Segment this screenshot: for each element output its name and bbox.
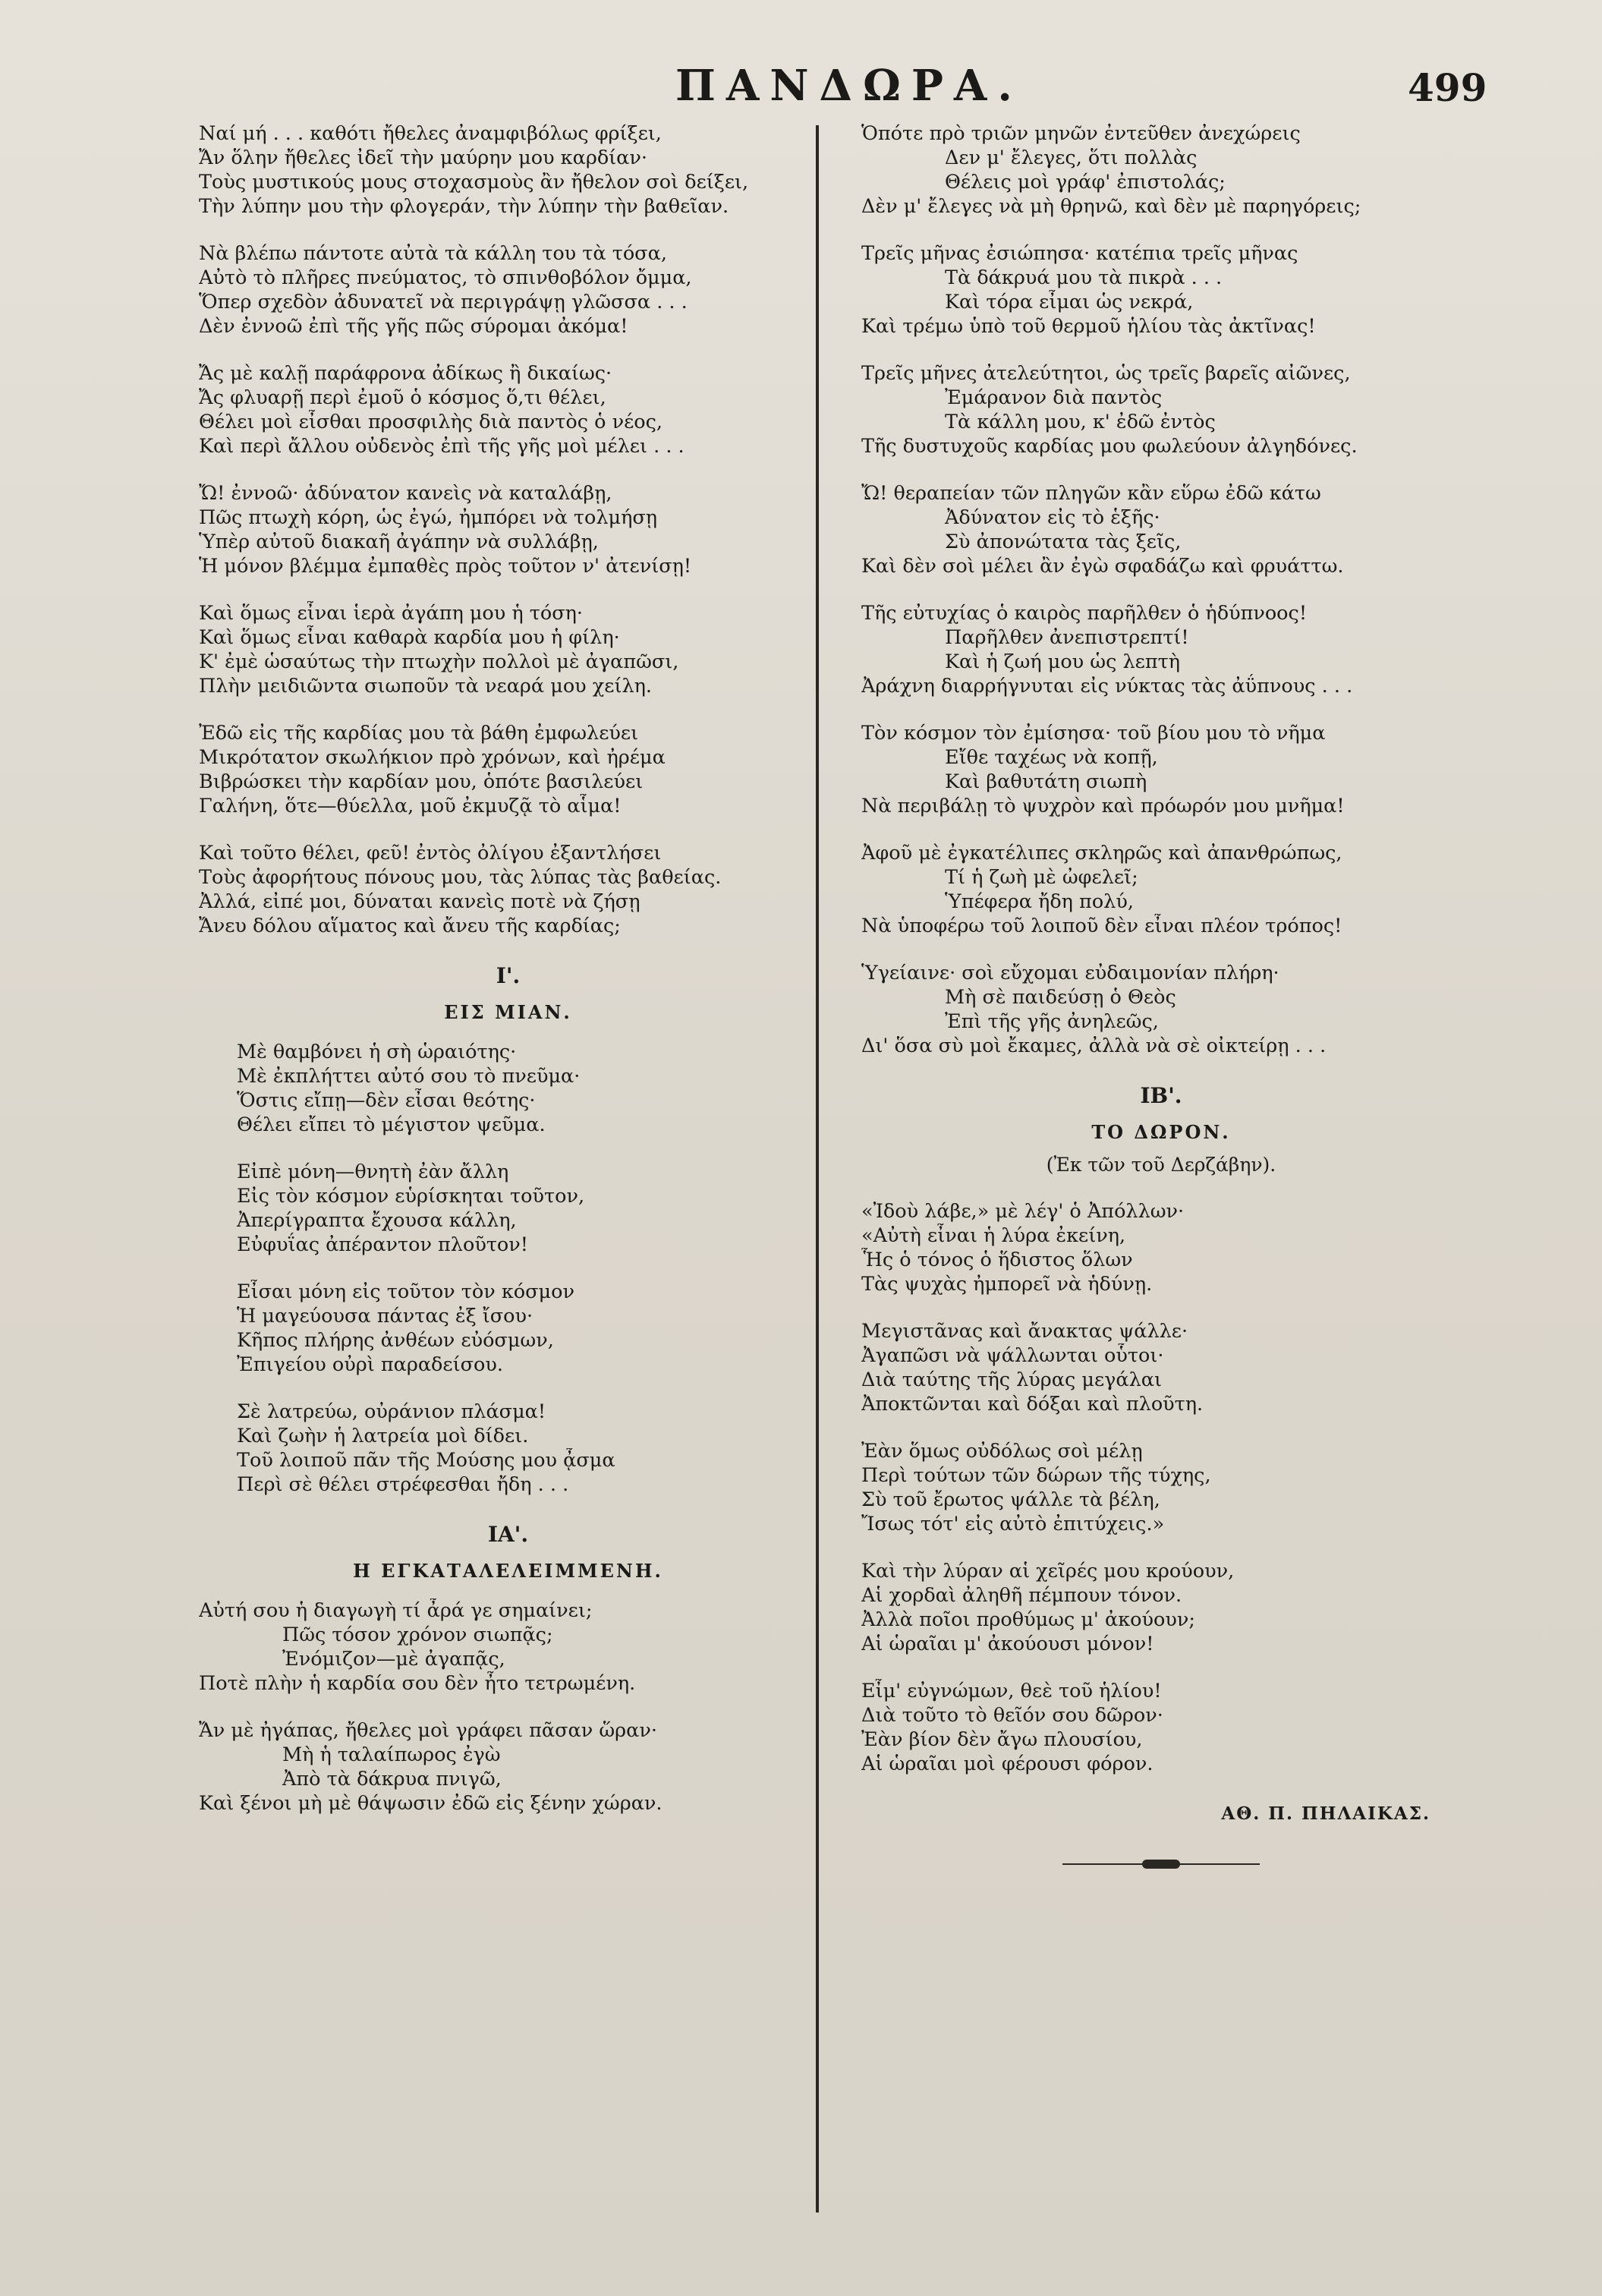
verse-line: Ἀπερίγραπτα ἔχουσα κάλλη, xyxy=(237,1209,517,1232)
verse-line: Κ' ἐμὲ ὡσαύτως τὴν πτωχὴν πολλοὶ μὲ ἀγαπῶσι, xyxy=(199,650,679,673)
stanza xyxy=(199,1598,817,1696)
stanza xyxy=(861,601,1461,698)
verse-line: Τρεῖς μῆνας ἐσιώπησα· κατέπια τρεῖς μῆνας xyxy=(861,242,1298,265)
stanza xyxy=(861,1679,1461,1776)
stanza xyxy=(199,361,817,458)
verse-line: Διὰ τοῦτο τὸ θεῖόν σου δῶρον· xyxy=(861,1704,1163,1727)
verse-line: Καὶ τόρα εἶμαι ὡς νεκρά, xyxy=(945,291,1194,313)
stanza xyxy=(861,121,1461,219)
verse-line: Καὶ ὅμως εἶναι καθαρὰ καρδία μου ἡ φίλη· xyxy=(199,626,620,649)
poem-title: Η ΕΓΚΑΤΑΛΕΛΕΙΜΜΕΝΗ. xyxy=(353,1560,663,1582)
verse-line: Μὴ ἡ ταλαίπωρος ἐγὼ xyxy=(282,1743,501,1766)
verse-line: Ἐνόμιζον—μὲ ἀγαπᾷς, xyxy=(282,1648,505,1671)
verse-line: Εἶσαι μόνη εἰς τοῦτον τὸν κόσμον xyxy=(237,1280,574,1303)
verse-line: Αὐτὸ τὸ πλῆρες πνεύματος, τὸ σπινθοβόλον ὄμμα, xyxy=(199,266,692,289)
verse-line: Μικρότατον σκωλήκιον πρὸ χρόνων, καὶ ἠρέμα xyxy=(199,746,666,769)
verse-line: Τοὺς ἀφορήτους πόνους μου, τὰς λύπας τὰς βαθείας. xyxy=(199,866,722,889)
verse-line: Καὶ τρέμω ὑπὸ τοῦ θερμοῦ ἡλίου τὰς ἀκτῖνας! xyxy=(861,315,1316,338)
verse-line: Ἡ μόνον βλέμμα ἐμπαθὲς πρὸς τοῦτον ν' ἀτενίσῃ! xyxy=(199,555,692,578)
verse-line: Ναί μή . . . καθότι ἤθελες ἀναμφιβόλως φρίξει, xyxy=(199,122,662,145)
poem-numeral: ΙΒ'. xyxy=(1140,1083,1182,1108)
verse-line: Μὴ σὲ παιδεύσῃ ὁ Θεὸς xyxy=(945,986,1176,1009)
stanza xyxy=(861,961,1461,1058)
stanza xyxy=(861,721,1461,818)
ornament-knot xyxy=(1142,1860,1180,1869)
verse-line: Ἐὰν ὅμως οὐδόλως σοὶ μέλῃ xyxy=(861,1440,1143,1463)
verse-line: Τὰς ψυχὰς ἠμπορεῖ νὰ ἡδύνῃ. xyxy=(861,1273,1153,1296)
stanza xyxy=(199,1040,817,1137)
verse-line: Διὰ ταύτης τῆς λύρας μεγάλαι xyxy=(861,1368,1162,1391)
verse-line: Πῶς τόσον χρόνον σιωπᾷς; xyxy=(282,1624,553,1646)
verse-line: Ἐπιγείου οὐρὶ παραδείσου. xyxy=(237,1353,503,1376)
verse-line: Καὶ ζωὴν ἡ λατρεία μοὶ δίδει. xyxy=(237,1425,529,1447)
verse-line: Ἴσως τότ' εἰς αὐτὸ ἐπιτύχεις.» xyxy=(861,1513,1165,1535)
verse-line: Δὲν μ' ἔλεγες νὰ μὴ θρηνῶ, καὶ δὲν μὲ παρηγόρεις; xyxy=(861,195,1361,218)
journal-title: ΠΑΝΔΩΡΑ. xyxy=(675,61,1023,111)
verse-line: Εἰπὲ μόνη—θνητὴ ἐὰν ἄλλη xyxy=(237,1161,509,1183)
verse-line: Δὲν ἐννοῶ ἐπὶ τῆς γῆς πῶς σύρομαι ἀκόμα! xyxy=(199,315,628,338)
poem-numeral: ΙΑ'. xyxy=(487,1522,529,1547)
verse-line: Ἀδύνατον εἰς τὸ ἑξῆς· xyxy=(945,506,1160,529)
verse-line: Παρῆλθεν ἀνεπιστρεπτί! xyxy=(945,626,1189,649)
verse-line: Αὐτή σου ἡ διαγωγὴ τί ἆρά γε σημαίνει; xyxy=(199,1599,593,1622)
verse-line: Σὲ λατρεύω, οὐράνιον πλάσμα! xyxy=(237,1400,546,1423)
verse-line: Ὑγείαινε· σοὶ εὔχομαι εὐδαιμονίαν πλήρη· xyxy=(861,962,1279,984)
verse-line: Εἰς τὸν κόσμον εὑρίσκηται τοῦτον, xyxy=(237,1185,585,1208)
poem-numeral: Ι'. xyxy=(496,963,521,988)
verse-line: Τὰ κάλλη μου, κ' ἐδῶ ἐντὸς xyxy=(945,411,1216,433)
verse-line: Περὶ τούτων τῶν δώρων τῆς τύχης, xyxy=(861,1464,1211,1487)
verse-line: Καὶ περὶ ἄλλου οὐδενὸς ἐπὶ τῆς γῆς μοὶ μέλει . . . xyxy=(199,435,685,458)
verse-line: Ἀφοῦ μὲ ἐγκατέλιπες σκληρῶς καὶ ἀπανθρώπως, xyxy=(861,842,1342,865)
stanza xyxy=(199,841,817,938)
verse-line: Ἡ μαγεύουσα πάντας ἐξ ἴσου· xyxy=(237,1305,533,1328)
verse-line: Νὰ ὑποφέρω τοῦ λοιποῦ δὲν εἶναι πλέον τρόπος! xyxy=(861,915,1342,937)
stanza xyxy=(861,481,1461,578)
stanza xyxy=(861,361,1461,458)
stanza xyxy=(861,1319,1461,1416)
verse-line: Ὑπέφερα ἤδη πολύ, xyxy=(945,890,1134,913)
verse-line: Ἄνευ δόλου αἵματος καὶ ἄνευ τῆς καρδίας; xyxy=(199,915,621,937)
verse-line: Εὐφυΐας ἀπέραντον πλοῦτον! xyxy=(237,1233,529,1256)
verse-line: Τὰ δάκρυά μου τὰ πικρὰ . . . xyxy=(945,266,1223,289)
verse-line: Νὰ περιβάλῃ τὸ ψυχρὸν καὶ πρόωρόν μου μνῆμα! xyxy=(861,795,1345,817)
stanza xyxy=(199,481,817,578)
stanza xyxy=(199,601,817,698)
verse-line: Καὶ ὅμως εἶναι ἱερὰ ἀγάπη μου ἡ τόση· xyxy=(199,602,584,625)
verse-line: Κῆπος πλήρης ἀνθέων εὐόσμων, xyxy=(237,1329,554,1352)
verse-line: Ἀλλά, εἰπέ μοι, δύναται κανεὶς ποτὲ νὰ ζήσῃ xyxy=(199,890,640,913)
poem-title: ΕΙΣ ΜΙΑΝ. xyxy=(444,1001,572,1023)
poem-title: ΤΟ ΔΩΡΟΝ. xyxy=(1091,1121,1231,1143)
stanza xyxy=(199,241,817,339)
verse-line: Ὅστις εἴπῃ—δὲν εἶσαι θεότης· xyxy=(237,1089,536,1112)
stanza xyxy=(199,121,817,219)
verse-line: Τῆς εὐτυχίας ὁ καιρὸς παρῆλθεν ὁ ἡδύπνοος! xyxy=(861,602,1308,625)
verse-line: Μὲ ἐκπλήττει αὐτό σου τὸ πνεῦμα· xyxy=(237,1065,581,1088)
verse-line: Ἄν ὅλην ἤθελες ἰδεῖ τὴν μαύρην μου καρδίαν· xyxy=(199,146,648,169)
verse-line: Αἱ χορδαὶ ἀληθῆ πέμπουν τόνον. xyxy=(861,1584,1182,1607)
verse-line: Σὺ τοῦ ἔρωτος ψάλλε τὰ βέλη, xyxy=(861,1488,1160,1511)
stanza xyxy=(199,1280,817,1377)
verse-line: Καὶ ἡ ζωή μου ὡς λεπτὴ xyxy=(945,650,1180,673)
left-column xyxy=(199,121,817,1838)
author-signature: ΑΘ. Π. ΠΗΛΑΙΚΑΣ. xyxy=(1221,1803,1430,1824)
verse-line: Εἶμ' εὐγνώμων, θεὲ τοῦ ἡλίου! xyxy=(861,1680,1162,1702)
stanza xyxy=(861,1559,1461,1656)
verse-line: Πλὴν μειδιῶντα σιωποῦν τὰ νεαρά μου χείλη. xyxy=(199,675,652,698)
verse-line: Πῶς πτωχὴ κόρη, ὡς ἐγώ, ἠμπόρει νὰ τολμήσῃ xyxy=(199,506,658,529)
verse-line: Γαλήνη, ὅτε—θύελλα, μοῦ ἐκμυζᾷ τὸ αἷμα! xyxy=(199,795,622,817)
verse-line: Τῆς δυστυχοῦς καρδίας μου φωλεύουν ἀλγηδόνες. xyxy=(861,435,1358,458)
verse-line: Νὰ βλέπω πάντοτε αὐτὰ τὰ κάλλη του τὰ τόσα, xyxy=(199,242,667,265)
stanza xyxy=(199,1400,817,1497)
verse-line: Ἀγαπῶσι νὰ ψάλλωνται οὗτοι· xyxy=(861,1344,1164,1367)
verse-line: Τὸν κόσμον τὸν ἐμίσησα· τοῦ βίου μου τὸ νῆμα xyxy=(861,722,1326,745)
verse-line: Καὶ ξένοι μὴ μὲ θάψωσιν ἐδῶ εἰς ξένην χώραν. xyxy=(199,1792,663,1815)
verse-line: Ἐμάρανον διὰ παντὸς xyxy=(945,386,1163,409)
verse-line: Ἀράχνη διαρρήγνυται εἰς νύκτας τὰς ἀΰπνους . . . xyxy=(861,675,1353,698)
verse-line: Βιβρώσκει τὴν καρδίαν μου, ὁπότε βασιλεύει xyxy=(199,770,644,793)
verse-line: Τοῦ λοιποῦ πᾶν τῆς Μούσης μου ᾆσμα xyxy=(237,1449,615,1472)
verse-line: Ἄν μὲ ἠγάπας, ἤθελες μοὶ γράφει πᾶσαν ὥραν· xyxy=(199,1719,657,1742)
verse-line: «Αὐτὴ εἶναι ἡ λύρα ἐκείνη, xyxy=(861,1224,1126,1247)
verse-line: Ὤ! ἐννοῶ· ἀδύνατον κανεὶς νὰ καταλάβῃ, xyxy=(199,482,612,505)
verse-line: Ἀλλὰ ποῖοι προθύμως μ' ἀκούουν; xyxy=(861,1608,1195,1631)
verse-line: Τρεῖς μῆνες ἀτελεύτητοι, ὡς τρεῖς βαρεῖς αἰῶνες, xyxy=(861,362,1351,385)
verse-line: Δεν μ' ἔλεγες, ὅτι πολλὰς xyxy=(945,146,1198,169)
verse-line: Ὅπερ σχεδὸν ἀδυνατεῖ νὰ περιγράψῃ γλῶσσα . . . xyxy=(199,291,688,313)
verse-line: Καὶ τὴν λύραν αἱ χεῖρές μου κρούουν, xyxy=(861,1560,1235,1583)
verse-line: Ἄς φλυαρῇ περὶ ἐμοῦ ὁ κόσμος ὅ,τι θέλει, xyxy=(199,386,606,409)
stanza xyxy=(199,1718,817,1816)
verse-line: Μὲ θαμβόνει ἡ σὴ ὡραιότης· xyxy=(237,1041,517,1063)
stanza xyxy=(861,1199,1461,1296)
stanza xyxy=(861,1439,1461,1536)
verse-line: Περὶ σὲ θέλει στρέφεσθαι ἤδη . . . xyxy=(237,1473,569,1496)
right-column xyxy=(861,121,1461,1872)
verse-line: Ἀποκτῶνται καὶ δόξαι καὶ πλοῦτη. xyxy=(861,1393,1204,1416)
poem-continuation xyxy=(199,121,817,938)
verse-line: Ποτὲ πλὴν ἡ καρδία σου δὲν ἦτο τετρωμένη. xyxy=(199,1672,636,1695)
poem-ib xyxy=(861,1081,1461,1872)
verse-line: Τοὺς μυστικούς μους στοχασμοὺς ἂν ἤθελον σοὶ δείξει, xyxy=(199,171,749,194)
verse-line: Σὺ ἀπονώτατα τὰς ξεῖς, xyxy=(945,531,1182,553)
stanza xyxy=(861,241,1461,339)
verse-line: Τί ἡ ζωὴ μὲ ὠφελεῖ; xyxy=(945,866,1138,889)
poem-ia xyxy=(199,1520,817,1816)
verse-line: Ἧς ὁ τόνος ὁ ἥδιστος ὅλων xyxy=(861,1249,1133,1271)
verse-line: Καὶ δὲν σοὶ μέλει ἂν ἐγὼ σφαδάζω καὶ φρυάττω. xyxy=(861,555,1344,578)
verse-line: Ἄς μὲ καλῇ παράφρονα ἀδίκως ἢ δικαίως· xyxy=(199,362,612,385)
verse-line: Ἐὰν βίον δὲν ἄγω πλουσίου, xyxy=(861,1728,1143,1751)
page-number: 499 xyxy=(1408,65,1487,110)
verse-line: Αἱ ὡραῖαι μ' ἀκούουσι μόνον! xyxy=(861,1633,1154,1655)
poem-i xyxy=(199,961,817,1497)
verse-line: Αἱ ὡραῖαι μοὶ φέρουσι φόρον. xyxy=(861,1753,1154,1775)
verse-line: Ἐδῶ εἰς τῆς καρδίας μου τὰ βάθη ἐμφωλεύει xyxy=(199,722,639,745)
verse-line: Θέλεις μοὶ γράφ' ἐπιστολάς; xyxy=(945,171,1226,194)
verse-line: Εἴθε ταχέως νὰ κοπῇ, xyxy=(945,746,1158,769)
verse-line: Τὴν λύπην μου τὴν φλογεράν, τὴν λύπην τὴν βαθεῖαν. xyxy=(199,195,729,218)
verse-line: Δι' ὅσα σὺ μοὶ ἔκαμες, ἀλλὰ νὰ σὲ οἰκτείρῃ . . . xyxy=(861,1035,1327,1057)
verse-line: Θέλει μοὶ εἶσθαι προσφιλὴς διὰ παντὸς ὁ νέος, xyxy=(199,411,663,433)
stanza xyxy=(199,1160,817,1257)
verse-line: Ὤ! θεραπείαν τῶν πληγῶν κἂν εὕρω ἐδῶ κάτω xyxy=(861,482,1321,505)
verse-line: Ἐπὶ τῆς γῆς ἀνηλεῶς, xyxy=(945,1010,1159,1033)
verse-line: Καὶ βαθυτάτη σιωπὴ xyxy=(945,770,1147,793)
poem-subtitle: (Ἐκ τῶν τοῦ Δερζάβην). xyxy=(1046,1154,1276,1176)
end-ornament xyxy=(1062,1857,1260,1872)
verse-line: «Ἰδοὺ λάβε,» μὲ λέγ' ὁ Ἀπόλλων· xyxy=(861,1200,1185,1223)
running-head xyxy=(0,61,1602,121)
stanza xyxy=(861,841,1461,938)
verse-line: Καὶ τοῦτο θέλει, φεῦ! ἐντὸς ὀλίγου ἐξαντλήσει xyxy=(199,842,662,865)
verse-line: Μεγιστᾶνας καὶ ἄνακτας ψάλλε· xyxy=(861,1320,1188,1343)
stanza xyxy=(199,721,817,818)
verse-line: Θέλει εἴπει τὸ μέγιστον ψεῦμα. xyxy=(237,1113,546,1136)
verse-line: Ὑπὲρ αὐτοῦ διακαῆ ἀγάπην νὰ συλλάβῃ, xyxy=(199,531,599,553)
verse-line: Ἀπὸ τὰ δάκρυα πνιγῶ, xyxy=(282,1768,502,1791)
poem-ia-continuation xyxy=(861,121,1461,1058)
verse-line: Ὁπότε πρὸ τριῶν μηνῶν ἐντεῦθεν ἀνεχώρεις xyxy=(861,122,1301,145)
